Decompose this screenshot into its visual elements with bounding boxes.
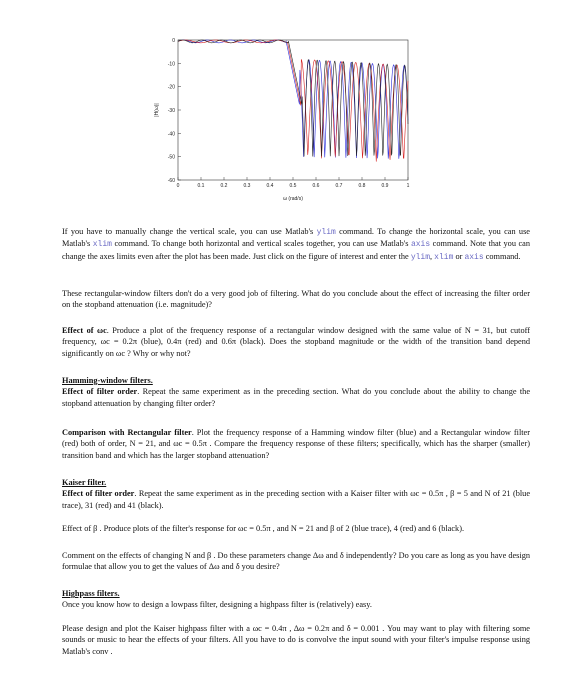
plot-frame: [178, 40, 408, 180]
paragraph-comparison: [62, 427, 530, 461]
x-tick-label: 0.5: [289, 183, 297, 189]
text-run: . Plot the frequency response of a Hamming window filter (blue) and a Rectangular window filter (red) both of order, N = 21, and ωc = 0.5π . Compare the frequency response of these filters; specifically, which has the sharper (smaller) transition band and which has the larger stopband attenuation?: [62, 428, 530, 460]
frequency-response-plot: [150, 28, 425, 203]
text-run: command. To change both horizontal and vertical scales together, you can use Matlab's: [111, 239, 411, 249]
code-xlim: xlim: [92, 240, 112, 250]
x-tick-label: 0.2: [220, 183, 228, 189]
subheading: Effect of filter order: [62, 387, 138, 397]
y-tick-label: -60: [167, 178, 175, 184]
x-tick-label: 0: [176, 183, 180, 189]
x-tick-label: 0.3: [243, 183, 251, 189]
y-tick-label: -20: [167, 84, 175, 91]
paragraph-kaiser-order: [62, 477, 530, 511]
text-run: ,: [430, 251, 435, 261]
y-tick-label: -10: [167, 61, 175, 68]
section-heading-kaiser: Kaiser filter.: [62, 478, 107, 487]
x-tick-label: 0.4: [266, 183, 274, 189]
x-tick-label: 0.8: [358, 183, 366, 189]
paragraph-comment: Comment on the effects of changing N and β . Do these parameters change Δω and δ independently? Do you care as long as you have design formulae that allow you to get the values of Δω and δ you desire?: [62, 551, 530, 572]
x-tick-label: 0.1: [197, 183, 205, 189]
y-tick-label: 0: [172, 38, 175, 44]
text-run: command. Note that you can change the axes limits even after the plot has been made. Just click on the figure of interest and enter the: [62, 239, 530, 261]
text-run: Once you know how to design a lowpass filter, designing a highpass filter is (relatively) easy.: [62, 600, 372, 610]
paragraph-effect-beta: Effect of β . Produce plots of the filter's response for ωc = 0.5π , and N = 21 and β of 2 (blue trace), 4 (red) and 6 (black).: [62, 524, 465, 533]
section-heading-hamming: Hamming-window filters.: [62, 376, 153, 385]
paragraph-highpass-design: Please design and plot the Kaiser highpass filter with a ωc = 0.4π , Δω = 0.2π and δ = 0.001 . You may want to play with filtering some sounds or music to hear the effects of your filters. All you have to do is convolve the input sound with your filter's impulse response using Matlab's conv .: [62, 624, 530, 656]
y-tick-label: -50: [167, 154, 175, 161]
subheading: Effect of ωc: [62, 326, 107, 335]
x-axis-label: ω (rad/s): [283, 196, 303, 202]
code-axis: axis: [410, 240, 431, 250]
y-axis-label: |H(ω)|: [154, 103, 160, 117]
x-tick-label: 0.6: [312, 183, 320, 189]
code-ylim: ylim: [410, 252, 431, 262]
text-run: . Repeat the same experiment as in the preceding section. What do you conclude about the ability to change the stopband attenuation by changing filter order?: [62, 387, 531, 408]
x-tick-label: 1: [406, 183, 410, 189]
paragraph-axis-scaling: [62, 226, 530, 263]
paragraph-highpass-intro: [62, 588, 530, 611]
text-run: . Produce a plot of the frequency response of a rectangular window designed with the same value of N = 31, but cutoff frequency, ωc = 0.2π (blue), 0.4π (red) and 0.6π (black). Does the stopband magnitude or the width of the transition band depend significantly on ωc ? Why or why not?: [62, 326, 530, 358]
code-xlim: xlim: [434, 252, 454, 262]
subheading: Comparison with Rectangular filter: [62, 428, 192, 437]
code-ylim: ylim: [316, 228, 336, 237]
code-axis: axis: [464, 252, 484, 262]
subheading: Effect of filter order: [62, 489, 135, 499]
section-heading-highpass: Highpass filters.: [62, 589, 120, 598]
text-run: . Repeat the same experiment as in the preceding section with a Kaiser filter with ωc = 0.5π , β = 5 and N of 21 (blue trace), 31 (red) and 41 (black).: [62, 489, 530, 510]
text-run: If you have to manually change the vertical scale, you can use Matlab's: [62, 227, 317, 236]
text-run: command. To change the horizontal scale, you can use Matlab's: [62, 227, 530, 249]
y-tick-label: -30: [167, 108, 175, 114]
plot-svg: [150, 28, 425, 203]
paragraph-rect-window: These rectangular-window filters don't do a very good job of filtering. What do you conclude about the effect of increasing the filter order on the stopband attenuation (i.e. magnitude)?: [62, 289, 530, 310]
x-tick-label: 0.9: [381, 183, 389, 189]
text-run: or: [453, 251, 465, 261]
text-run: command.: [483, 251, 521, 261]
y-tick-label: -40: [167, 131, 175, 138]
x-tick-label: 0.7: [335, 183, 343, 189]
paragraph-hamming-order: [62, 375, 530, 409]
paragraph-effect-wc: [62, 325, 530, 359]
